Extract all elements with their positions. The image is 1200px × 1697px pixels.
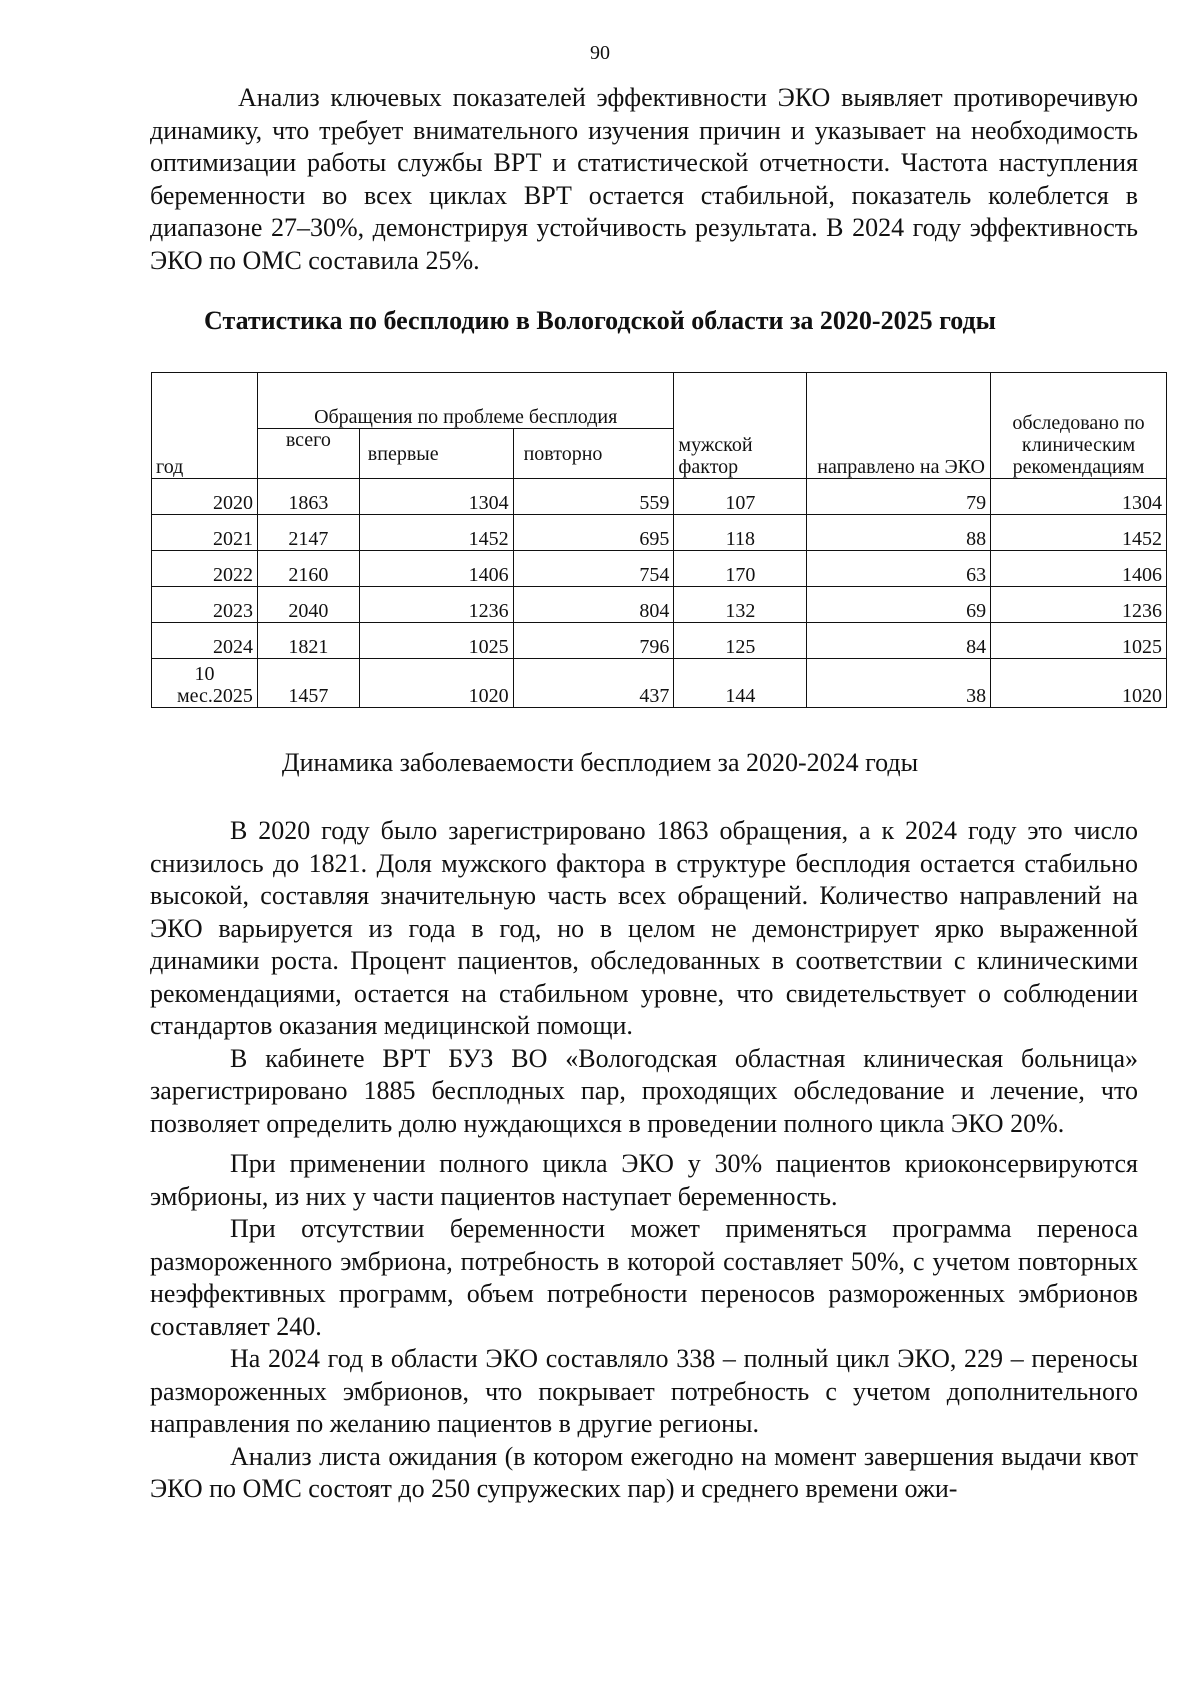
cell-total: 2147 xyxy=(257,515,359,551)
cell-year: 2023 xyxy=(152,587,258,623)
cell-repeat: 437 xyxy=(513,659,674,708)
cell-examined: 1025 xyxy=(991,623,1167,659)
cell-year: 2020 xyxy=(152,479,258,515)
header-year: год xyxy=(152,373,258,479)
body-text xyxy=(150,815,1138,1506)
cell-year: 2022 xyxy=(152,551,258,587)
cell-total: 1821 xyxy=(257,623,359,659)
page-number: 90 xyxy=(590,42,610,64)
header-total: всего xyxy=(257,429,359,479)
paragraph: В 2020 году было зарегистрировано 1863 обращения, а к 2024 году это число снизилось до 1821. Доля мужского фактора в структуре бесплодия остается стабильно высокой, составляя значительную часть всех обращений. Количество направлений на ЭКО варьируется из года в год, но в целом не демонстрирует ярко выраженной динамики роста. Процент пациентов, обследованных в соответствии с клиническими рекомендациями, остается на стабильном уровне, что свидетельствует о соблюдении стандартов оказания медицинской помощи. xyxy=(150,816,1138,1040)
header-male-factor: мужской фактор xyxy=(674,373,807,479)
header-appeals-group: Обращения по проблеме бесплодия xyxy=(257,373,673,429)
cell-first: 1020 xyxy=(359,659,513,708)
cell-ivf: 88 xyxy=(807,515,991,551)
cell-ivf: 79 xyxy=(807,479,991,515)
cell-repeat: 804 xyxy=(513,587,674,623)
cell-year xyxy=(152,659,258,708)
paragraph: Анализ листа ожидания (в котором ежегодно на момент завершения выдачи квот ЭКО по ОМС состоят до 250 супружеских пар) и среднего времени ожи- xyxy=(150,1441,1138,1503)
cell-examined: 1020 xyxy=(991,659,1167,708)
cell-first: 1236 xyxy=(359,587,513,623)
paragraph: На 2024 год в области ЭКО составляло 338 – полный цикл ЭКО, 229 – переносы размороженных эмбрионов, что покрывает потребность с учетом дополнительного направления по желанию пациентов в другие регионы. xyxy=(150,1344,1138,1438)
cell-total: 1457 xyxy=(257,659,359,708)
table-row xyxy=(152,623,1167,659)
cell-male: 118 xyxy=(674,515,807,551)
cell-year-line1: 10 xyxy=(194,663,215,685)
cell-ivf: 69 xyxy=(807,587,991,623)
cell-total: 2040 xyxy=(257,587,359,623)
cell-repeat: 754 xyxy=(513,551,674,587)
cell-first: 1452 xyxy=(359,515,513,551)
cell-year-line2: мес.2025 xyxy=(177,685,253,707)
cell-male: 107 xyxy=(674,479,807,515)
table-row xyxy=(152,587,1167,623)
paragraph: При отсутствии беременности может применяться программа переноса размороженного эмбриона, потребность в которой составляет 50%, с учетом повторных неэффективных программ, объем потребности переносов размороженных эмбрионов составляет 240. xyxy=(150,1214,1138,1341)
intro-block xyxy=(150,82,1138,277)
intro-paragraph: Анализ ключевых показателей эффективности ЭКО выявляет противоречивую динамику, что требует внимательного изучения причин и указывает на необходимость оптимизации работы службы ВРТ и статистической отчетности. Частота наступления беременности во всех циклах ВРТ остается стабильной, показатель колеблется в диапазоне 27–30%, демонстрируя устойчивость результата. В 2024 году эффективность ЭКО по ОМС составила 25%. xyxy=(150,83,1138,275)
cell-ivf: 84 xyxy=(807,623,991,659)
cell-year: 2021 xyxy=(152,515,258,551)
header-referred-ivf: направлено на ЭКО xyxy=(807,373,991,479)
table-caption: Динамика заболеваемости бесплодием за 2020-2024 годы xyxy=(281,748,919,777)
table-row xyxy=(152,659,1167,708)
table-title: Статистика по бесплодию в Вологодской области за 2020-2025 годы xyxy=(204,306,996,335)
cell-ivf: 63 xyxy=(807,551,991,587)
table-row xyxy=(152,515,1167,551)
header-examined: обследовано по клиническим рекомендациям xyxy=(991,373,1167,479)
cell-male: 144 xyxy=(674,659,807,708)
cell-examined: 1236 xyxy=(991,587,1167,623)
paragraph: При применении полного цикла ЭКО у 30% пациентов криоконсервируются эмбрионы, из них у части пациентов наступает беременность. xyxy=(150,1149,1138,1211)
cell-ivf: 38 xyxy=(807,659,991,708)
cell-male: 170 xyxy=(674,551,807,587)
cell-male: 125 xyxy=(674,623,807,659)
cell-first: 1304 xyxy=(359,479,513,515)
header-first: впервые xyxy=(359,429,513,479)
cell-repeat: 695 xyxy=(513,515,674,551)
cell-examined: 1406 xyxy=(991,551,1167,587)
paragraph: В кабинете ВРТ БУЗ ВО «Вологодская областная клиническая больница» зарегистрировано 1885 бесплодных пар, проходящих обследование и лечение, что позволяет определить долю нуждающихся в проведении полного цикла ЭКО 20%. xyxy=(150,1043,1138,1138)
cell-examined: 1452 xyxy=(991,515,1167,551)
cell-repeat: 559 xyxy=(513,479,674,515)
cell-first: 1025 xyxy=(359,623,513,659)
table-header-row-1 xyxy=(152,373,1167,429)
infertility-stats-table xyxy=(151,372,1167,708)
cell-first: 1406 xyxy=(359,551,513,587)
cell-year: 2024 xyxy=(152,623,258,659)
cell-total: 2160 xyxy=(257,551,359,587)
table-row xyxy=(152,551,1167,587)
cell-total: 1863 xyxy=(257,479,359,515)
header-repeat: повторно xyxy=(513,429,674,479)
table-row xyxy=(152,479,1167,515)
cell-male: 132 xyxy=(674,587,807,623)
cell-examined: 1304 xyxy=(991,479,1167,515)
cell-repeat: 796 xyxy=(513,623,674,659)
